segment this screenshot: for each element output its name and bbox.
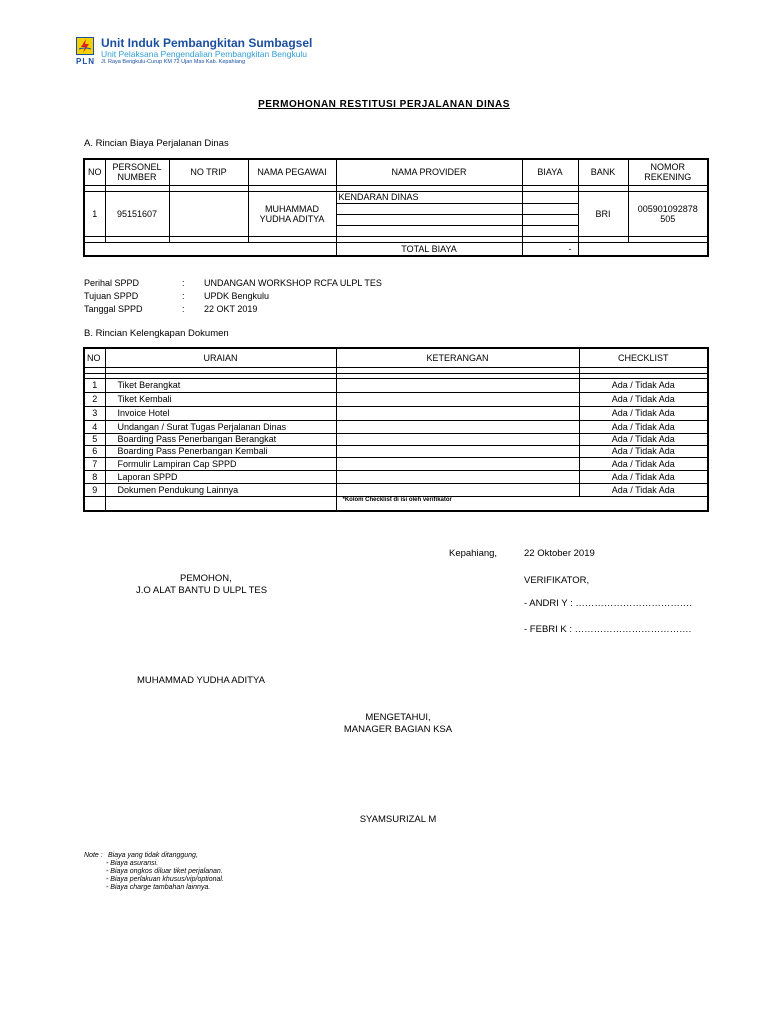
- document-row: [84, 445, 708, 457]
- col-rekening: NOMOR REKENING: [628, 159, 708, 185]
- manager-title: MANAGER BAGIAN KSA: [343, 724, 453, 735]
- col-keterangan: KETERANGAN: [336, 348, 579, 367]
- col-uraian: URAIAN: [105, 348, 336, 367]
- row-no: 2: [84, 392, 105, 406]
- row-checklist: Ada / Tidak Ada: [579, 445, 708, 457]
- tanggal-label: Tanggal SPPD: [84, 303, 143, 314]
- row-rekening: 005901092878 505: [628, 191, 708, 236]
- row-keterangan: [336, 392, 579, 406]
- total-row: [84, 242, 708, 256]
- row-checklist: Ada / Tidak Ada: [579, 406, 708, 420]
- row-keterangan: [336, 378, 579, 392]
- row-bank: BRI: [578, 191, 628, 236]
- col-nama: NAMA PEGAWAI: [248, 159, 336, 185]
- document-row: [84, 392, 708, 406]
- mengetahui-label: MENGETAHUI,: [365, 712, 431, 723]
- document-row: [84, 406, 708, 420]
- tujuan-value: UPDK Bengkulu: [204, 290, 270, 301]
- tanggal-value: 22 OKT 2019: [204, 303, 258, 314]
- row-uraian: Boarding Pass Penerbangan Kembali: [105, 445, 336, 457]
- pemohon-unit: J.O ALAT BANTU D ULPL TES: [136, 585, 268, 596]
- note-line: - Biaya charge tambahan lainnya.: [106, 884, 211, 891]
- section-a-heading: A. Rincian Biaya Perjalanan Dinas: [84, 138, 229, 149]
- row-keterangan: [336, 483, 579, 496]
- note-line: Biaya yang tidak ditanggung,: [108, 852, 198, 859]
- row-provider: KENDARAN DINAS: [336, 191, 522, 203]
- perihal-label: Perihal SPPD: [84, 277, 140, 288]
- col-biaya: BIAYA: [522, 159, 578, 185]
- row-checklist: Ada / Tidak Ada: [579, 457, 708, 470]
- sppd-info: [84, 276, 484, 315]
- row-uraian: Tiket Kembali: [105, 392, 336, 406]
- row-checklist: Ada / Tidak Ada: [579, 392, 708, 406]
- row-no: 1: [84, 378, 105, 392]
- document-row: [84, 470, 708, 483]
- col-trip: NO TRIP: [169, 159, 248, 185]
- document-row: [84, 483, 708, 496]
- sep: :: [182, 303, 185, 314]
- row-keterangan: [336, 457, 579, 470]
- verifikator-label: VERIFIKATOR,: [524, 575, 590, 586]
- row-no: 1: [84, 191, 105, 236]
- row-uraian: Undangan / Surat Tugas Perjalanan Dinas: [105, 420, 336, 433]
- row-checklist: Ada / Tidak Ada: [579, 378, 708, 392]
- verifikator-febri: - FEBRI K : ……………………………….: [524, 624, 692, 635]
- row-no: 5: [84, 433, 105, 445]
- row-keterangan: [336, 445, 579, 457]
- pln-logo-icon: [76, 37, 94, 55]
- sep: :: [182, 290, 185, 301]
- row-uraian: Invoice Hotel: [105, 406, 336, 420]
- row-no: 8: [84, 470, 105, 483]
- section-b-heading: B. Rincian Kelengkapan Dokumen: [84, 328, 229, 339]
- col-bank: BANK: [578, 159, 628, 185]
- document-row: [84, 378, 708, 392]
- row-checklist: Ada / Tidak Ada: [579, 420, 708, 433]
- cost-table-header: [84, 159, 708, 185]
- row-personel: 95151607: [105, 191, 169, 236]
- row-keterangan: [336, 470, 579, 483]
- cost-table: [83, 158, 709, 257]
- col-personel: PERSONEL NUMBER: [105, 159, 169, 185]
- unit-name: Unit Pelaksana Pengendalian Pembangkitan Bengkulu: [101, 49, 308, 59]
- row-no: 4: [84, 420, 105, 433]
- note-line: - Biaya ongkos diluar tiket perjalanan.: [106, 868, 223, 875]
- manager-name: SYAMSURIZAL M: [359, 814, 437, 825]
- note-line: - Biaya asuransi.: [106, 860, 159, 867]
- row-checklist: Ada / Tidak Ada: [579, 433, 708, 445]
- verifikator-andri: - ANDRI Y : ……………………………….: [524, 598, 693, 609]
- row-keterangan: [336, 406, 579, 420]
- document-table: [83, 347, 709, 512]
- document-title: PERMOHONAN RESTITUSI PERJALANAN DINAS: [258, 99, 510, 110]
- row-no: 3: [84, 406, 105, 420]
- org-name: Unit Induk Pembangkitan Sumbagsel: [101, 36, 313, 50]
- pemohon-name: MUHAMMAD YUDHA ADITYA: [137, 675, 265, 686]
- row-uraian: Tiket Berangkat: [105, 378, 336, 392]
- row-checklist: Ada / Tidak Ada: [579, 470, 708, 483]
- sep: :: [182, 277, 185, 288]
- row-trip: [169, 191, 248, 236]
- row-nama: MUHAMMAD YUDHA ADITYA: [248, 191, 336, 236]
- row-checklist: Ada / Tidak Ada: [579, 483, 708, 496]
- col-provider: NAMA PROVIDER: [336, 159, 522, 185]
- row-no: 6: [84, 445, 105, 457]
- row-uraian: Dokumen Pendukung Lainnya: [105, 483, 336, 496]
- sign-date: 22 Oktober 2019: [524, 548, 595, 559]
- document-row: [84, 420, 708, 433]
- note-line: - Biaya perlakuan khusus/vip/optional.: [106, 876, 224, 883]
- total-value: -: [522, 242, 578, 256]
- org-address: Jl. Raya Bengkulu-Curup KM 72 Ujan Mas Kab. Kepahiang: [101, 59, 245, 65]
- row-no: 9: [84, 483, 105, 496]
- tujuan-label: Tujuan SPPD: [84, 290, 139, 301]
- row-biaya: [522, 191, 578, 203]
- col-checklist: CHECKLIST: [579, 348, 708, 367]
- row-uraian: Formulir Lampiran Cap SPPD: [105, 457, 336, 470]
- row-uraian: Boarding Pass Penerbangan Berangkat: [105, 433, 336, 445]
- row-uraian: Laporan SPPD: [105, 470, 336, 483]
- row-no: 7: [84, 457, 105, 470]
- document-row: [84, 457, 708, 470]
- col-no: NO: [84, 348, 105, 367]
- total-label: TOTAL BIAYA: [336, 242, 522, 256]
- checklist-footnote: *Kolom Checklist di isi oleh verifikator: [336, 496, 708, 511]
- col-no: NO: [84, 159, 105, 185]
- sign-place: Kepahiang,: [449, 548, 498, 559]
- row-keterangan: [336, 433, 579, 445]
- logo-text: PLN: [76, 57, 95, 66]
- perihal-value: UNDANGAN WORKSHOP RCFA ULPL TES: [204, 277, 382, 288]
- document-row: [84, 433, 708, 445]
- document-table-header: [84, 348, 708, 367]
- pemohon-label: PEMOHON,: [180, 573, 232, 584]
- row-keterangan: [336, 420, 579, 433]
- note-label: Note :: [84, 852, 103, 859]
